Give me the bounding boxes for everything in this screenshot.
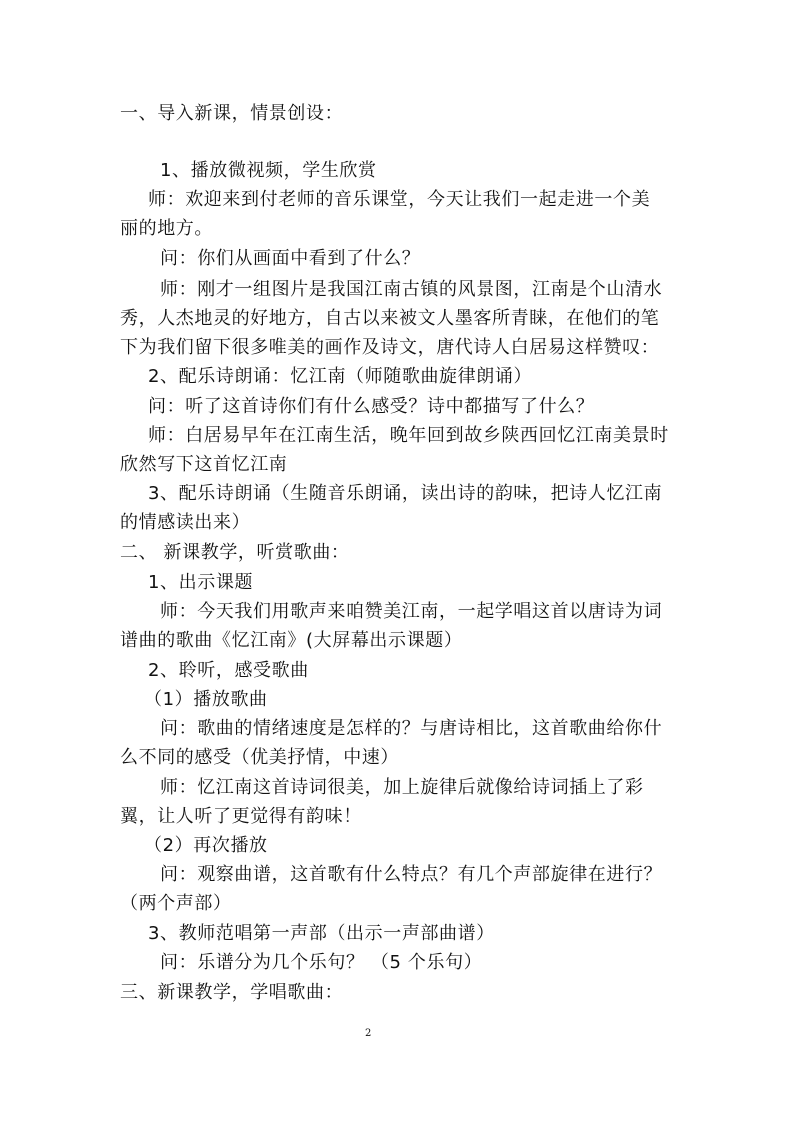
paragraph-line: （2）再次播放	[144, 835, 268, 856]
paragraph-line: 么不同的感受（优美抒情，中速）	[120, 747, 399, 768]
paragraph-line: （1）播放歌曲	[144, 689, 268, 710]
page-number: 2	[365, 1028, 372, 1039]
paragraph-line: 师：今天我们用歌声来咱赞美江南，一起学唱这首以唐诗为词	[160, 601, 663, 622]
paragraph-line: 师：刚才一组图片是我国江南古镇的风景图，江南是个山清水	[160, 279, 663, 300]
paragraph-line: 问：你们从画面中看到了什么？	[160, 248, 421, 269]
section-heading-3: 三、新课教学，学唱歌曲：	[120, 982, 344, 1003]
paragraph-line: 2、聆听，感受歌曲	[148, 660, 309, 681]
paragraph-line: 3、配乐诗朗诵（生随音乐朗诵，读出诗的韵味，把诗人忆江南	[148, 483, 663, 504]
paragraph-line: 问：乐谱分为几个乐句？ （5 个乐句）	[160, 952, 483, 973]
paragraph-line: （两个声部）	[120, 893, 232, 914]
paragraph-line: 翼，让人听了更觉得有韵味！	[120, 806, 362, 827]
paragraph-line: 师：白居易早年在江南生活，晚年回到故乡陕西回忆江南美景时	[148, 425, 669, 446]
section-heading-2: 二、 新课教学，听赏歌曲：	[120, 542, 350, 563]
paragraph-line: 问：歌曲的情绪速度是怎样的？与唐诗相比，这首歌曲给你什	[160, 718, 663, 739]
paragraph-line: 1、播放微视频，学生欣赏	[160, 160, 377, 181]
paragraph-line: 谱曲的歌曲《忆江南》(大屏幕出示课题）	[120, 630, 463, 651]
paragraph-line: 师：欢迎来到付老师的音乐课堂，今天让我们一起走进一个美	[148, 189, 651, 210]
paragraph-line: 1、出示课题	[148, 572, 254, 593]
paragraph-line: 秀，人杰地灵的好地方，自古以来被文人墨客所青睐，在他们的笔	[120, 308, 660, 329]
section-heading-1: 一、导入新课，情景创设：	[120, 103, 344, 124]
paragraph-line: 下为我们留下很多唯美的画作及诗文，唐代诗人白居易这样赞叹：	[120, 337, 660, 358]
paragraph-line: 师：忆江南这首诗词很美，加上旋律后就像给诗词插上了彩	[160, 777, 644, 798]
paragraph-line: 问：听了这首诗你们有什么感受？诗中都描写了什么？	[148, 396, 595, 417]
paragraph-line: 丽的地方。	[120, 218, 213, 239]
paragraph-line: 问：观察曲谱，这首歌有什么特点？有几个声部旋律在进行？	[160, 864, 663, 885]
paragraph-line: 2、配乐诗朗诵：忆江南（师随歌曲旋律朗诵）	[148, 366, 533, 387]
paragraph-line: 的情感读出来）	[120, 512, 251, 533]
paragraph-line: 欣然写下这首忆江南	[120, 454, 288, 475]
paragraph-line: 3、教师范唱第一声部（出示一声部曲谱）	[148, 923, 495, 944]
